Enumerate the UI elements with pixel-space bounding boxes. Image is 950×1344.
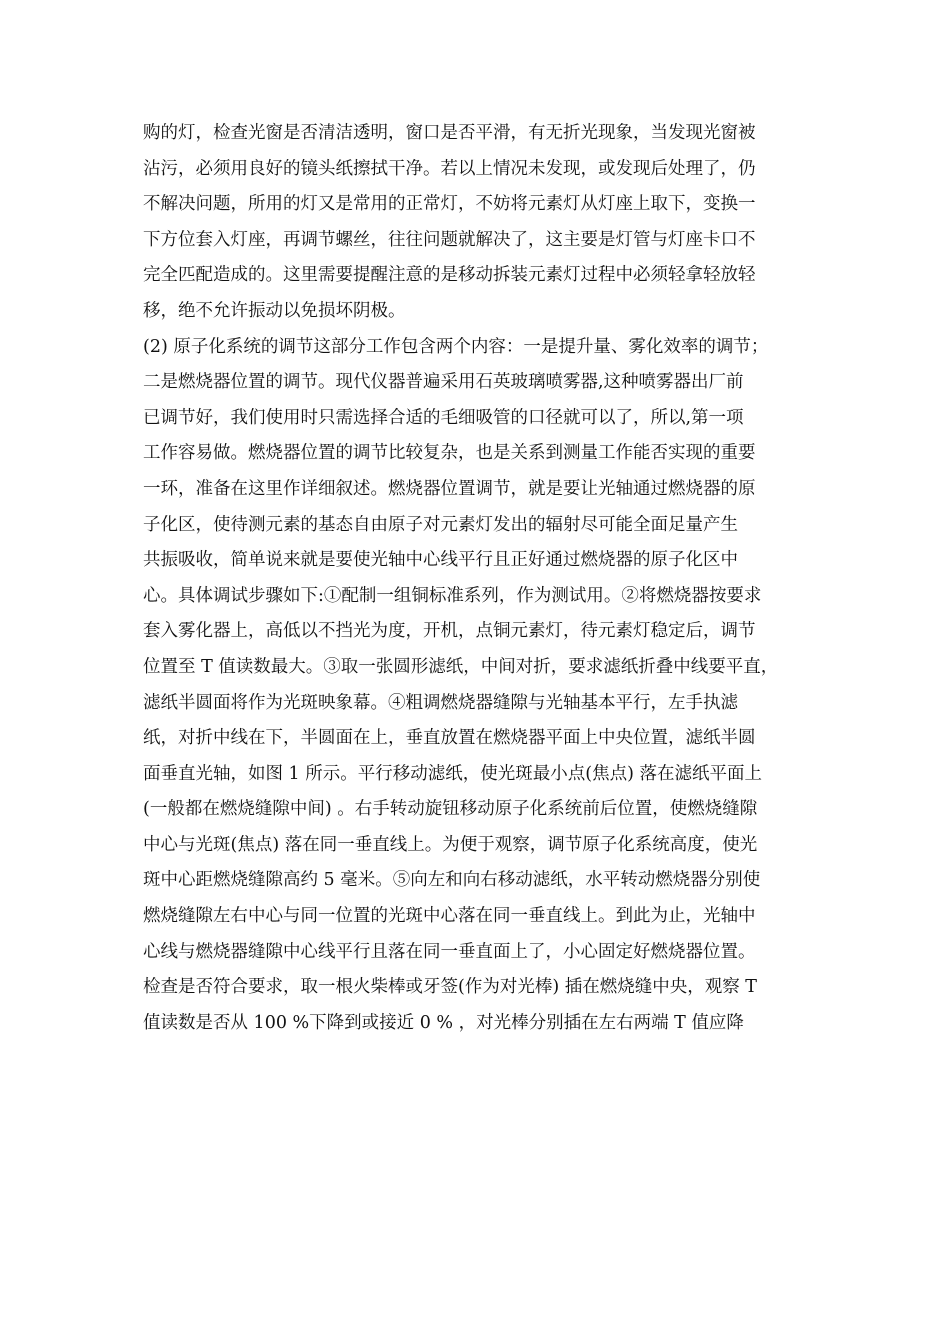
text-line: 已调节好，我们使用时只需选择合适的毛细吸管的口径就可以了，所以,第一项 [143, 407, 744, 428]
text-line: (2) 原子化系统的调节这部分工作包含两个内容：一是提升量、雾化效率的调节； [143, 336, 769, 357]
text-line: (一般都在燃烧缝隙中间) 。右手转动旋钮移动原子化系统前后位置，使燃烧缝隙 [143, 799, 758, 820]
text-line: 面垂直光轴，如图 1 所示。平行移动滤纸，使光斑最小点(焦点) 落在滤纸平面上 [143, 763, 762, 784]
text-line: 心。具体调试步骤如下:①配制一组铜标准系列，作为测试用。②将燃烧器按要求 [143, 585, 762, 606]
text-line: 斑中心距燃烧缝隙高约 5 毫米。⑤向左和向右移动滤纸，水平转动燃烧器分别使 [143, 870, 761, 891]
text-line: 子化区，使待测元素的基态自由原子对元素灯发出的辐射尽可能全面足量产生 [143, 514, 738, 535]
text-line: 套入雾化器上，高低以不挡光为度，开机，点铜元素灯，待元素灯稳定后，调节 [143, 621, 756, 642]
text-line: 一环，准备在这里作详细叙述。燃烧器位置调节，就是要让光轴通过燃烧器的原 [143, 478, 756, 499]
text-line: 二是燃烧器位置的调节。现代仪器普遍采用石英玻璃喷雾器,这种喷雾器出厂前 [143, 372, 744, 393]
text-line: 心线与燃烧器缝隙中心线平行且落在同一垂直面上了，小心固定好燃烧器位置。 [143, 941, 756, 962]
text-line: 检查是否符合要求，取一根火柴棒或牙签(作为对光棒) 插在燃烧缝中央，观察 T [143, 977, 757, 998]
text-line: 中心与光斑(焦点) 落在同一垂直线上。为便于观察，调节原子化系统高度，使光 [143, 834, 758, 855]
text-line: 工作容易做。燃烧器位置的调节比较复杂，也是关系到测量工作能否实现的重要 [143, 443, 756, 464]
text-line: 滤纸半圆面将作为光斑映象幕。④粗调燃烧器缝隙与光轴基本平行，左手执滤 [143, 692, 738, 713]
text-line: 完全匹配造成的。这里需要提醒注意的是移动拆装元素灯过程中必须轻拿轻放轻 [143, 265, 756, 286]
text-line: 沾污，必须用良好的镜头纸擦拭干净。若以上情况未发现，或发现后处理了，仍 [143, 158, 756, 179]
text-line: 下方位套入灯座，再调节螺丝，往往问题就解决了，这主要是灯管与灯座卡口不 [143, 229, 756, 250]
text-line: 值读数是否从 100 %下降到或接近 0 % ，对光棒分别插在左右两端 T 值应降 [143, 1012, 744, 1033]
body-text [143, 116, 823, 1041]
text-line: 共振吸收，简单说来就是要使光轴中心线平行且正好通过燃烧器的原子化区中 [143, 550, 738, 571]
text-line: 移，绝不允许振动以免损坏阴极。 [143, 300, 406, 321]
text-line: 购的灯，检查光窗是否清洁透明，窗口是否平滑，有无折光现象，当发现光窗被 [143, 123, 756, 143]
text-line: 纸，对折中线在下，半圆面在上，垂直放置在燃烧器平面上中央位置，滤纸半圆 [143, 728, 756, 749]
text-line: 位置至 T 值读数最大。③取一张圆形滤纸，中间对折，要求滤纸折叠中线要平直， [143, 656, 779, 677]
text-line: 不解决问题，所用的灯又是常用的正常灯，不妨将元素灯从灯座上取下，变换一 [143, 194, 756, 215]
text-line: 燃烧缝隙左右中心与同一位置的光斑中心落在同一垂直线上。到此为止，光轴中 [143, 906, 756, 927]
